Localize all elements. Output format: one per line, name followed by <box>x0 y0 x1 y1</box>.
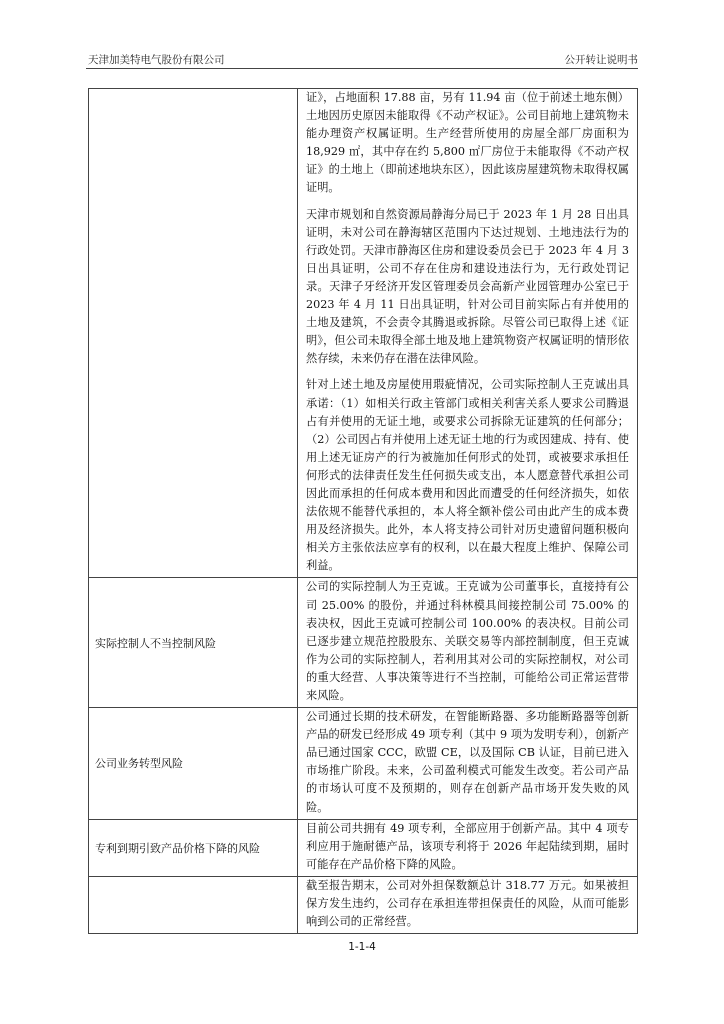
risk-label: 实际控制人不当控制风险 <box>95 636 216 650</box>
risk-label: 专利到期引致产品价格下降的风险 <box>95 841 260 855</box>
risk-paragraph: 截至报告期末，公司对外担保数额总计 318.77 万元。如果被担保方发生违约，公司存在承担连带担保责任的风险，从而可能影响到公司的正常经营。 <box>306 878 629 929</box>
risk-description-cell <box>298 89 637 577</box>
risk-description-cell <box>298 708 637 819</box>
header-company-name: 天津加美特电气股份有限公司 <box>88 54 225 66</box>
risk-description-cell <box>298 578 637 707</box>
risk-paragraph: 天津市规划和自然资源局静海分局已于 2023 年 1 月 28 日出具证明，未对公司在静海辖区范围内下达过规划、土地违法行为的行政处罚。天津市静海区住房和建设委员会已于 2023 年 4 月 3 日出具证明，公司不存在住房和建设违法行为，无行政处罚记录。天津子牙经济开发区管理委员会高新产业园管理办公室已于 2023 年 4 月 11 日出具证明，针对公司目前实际占有并使用的土地及建筑，不会责令其腾退或拆除。尽管公司已取得上述《证明》，但公司未取得全部土地及地上建筑物资产权属证明的情形依然存续，未来仍存在潜在法律风险。 <box>306 207 629 366</box>
table-row <box>88 708 638 820</box>
header-divider <box>86 68 638 69</box>
table-row <box>88 88 638 578</box>
risk-description-cell <box>298 820 637 876</box>
risk-paragraph: 公司的实际控制人为王克诚。王克诚为公司董事长，直接持有公司 25.00% 的股份，并通过科林模具间接控制公司 75.00% 的表决权，因此王克诚可控制公司 100.00% 的表决权。目前公司已逐步建立规范控股股东、关联交易等内部控制制度，但王克诚作为公司的实际控制人，若利用其对公司的实际控制权，对公司的重大经营、人事决策等进行不当控制，可能给公司正常运营带来风险。 <box>306 580 629 702</box>
risk-description-cell <box>298 877 637 933</box>
risk-label-cell <box>89 89 298 577</box>
risk-paragraph: 证》，占地面积 17.88 亩，另有 11.94 亩（位于前述土地东侧）土地因历史原因未能取得《不动产权证》。公司目前地上建筑物未能办理资产权属证明。生产经营所使用的房屋全部厂房面积为 18,929 ㎡，其中存在约 5,800 ㎡厂房位于未能取得《不动产权证》的土地上（即前述地块东区），因此该房屋建筑物未取得权属证明。 <box>306 91 629 195</box>
risk-label-cell <box>89 578 298 707</box>
risk-paragraph: 目前公司共拥有 49 项专利，全部应用于创新产品。其中 4 项专利应用于施耐德产品，该项专利将于 2026 年起陆续到期，届时可能存在产品价格下降的风险。 <box>306 821 629 871</box>
risk-label-cell <box>89 820 298 876</box>
table-row <box>88 578 638 708</box>
risk-label-cell <box>89 708 298 819</box>
risk-label: 公司业务转型风险 <box>95 757 183 771</box>
risk-paragraph: 针对上述土地及房屋使用瑕疵情况，公司实际控制人王克诚出具承诺：（1）如相关行政主管部门或相关利害关系人要求公司腾退占有并使用的无证土地，或要求公司拆除无证建筑的任何部分；（2）公司因占有并使用上述无证土地的行为或因建成、持有、使用上述无证房产的行为被施加任何形式的处罚，或被要求承担任何形式的法律责任发生任何损失或支出，本人愿意替代承担公司因此而承担的任何成本费用和因此而遭受的任何经济损失，如依法依规不能替代承担的，本人将全额补偿公司由此产生的成本费用及经济损失。此外，本人将支持公司针对历史遗留问题积极向相关方主张依法应享有的权利，以在最大程度上维护、保障公司利益。 <box>306 378 629 573</box>
header-document-title: 公开转让说明书 <box>564 54 638 66</box>
table-row <box>88 820 638 877</box>
risk-label-cell <box>89 877 298 933</box>
table-row <box>88 877 638 934</box>
page-number: 1-1-4 <box>348 941 376 953</box>
risk-table <box>88 88 638 934</box>
risk-paragraph: 公司通过长期的技术研发，在智能断路器、多功能断路器等创新产品的研发已经形成 49 项专利（其中 9 项为发明专利），创新产品已通过国家 CCC，欧盟 CE，以及国际 CB 认证，目前已进入市场推广阶段。未来，公司盈利模式可能发生改变。若公司产品的市场认可度不及预期的，则存在创新产品市场开发失败的风险。 <box>306 710 629 814</box>
